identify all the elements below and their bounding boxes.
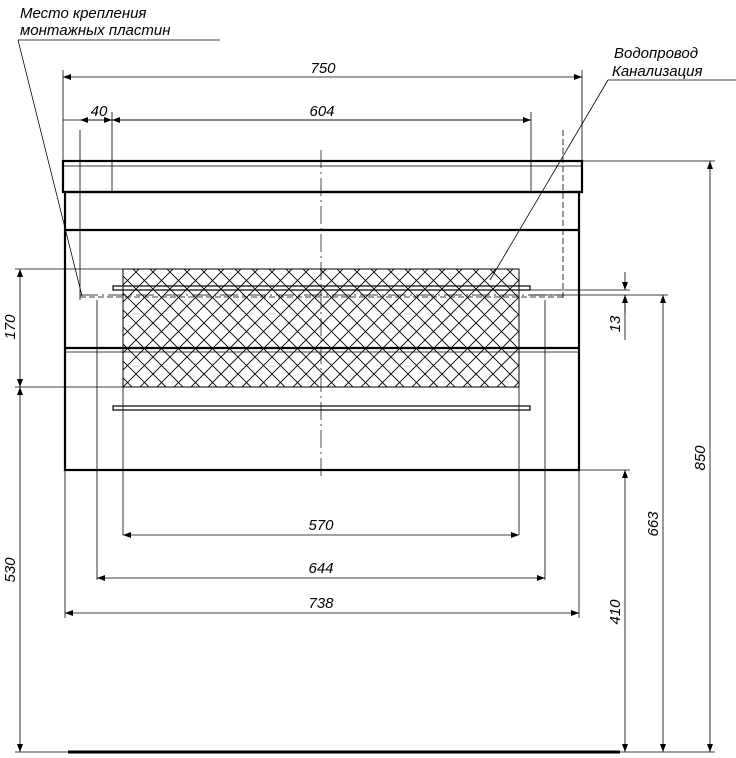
plumbing-note-line2: Канализация [612,63,703,80]
dim-738-label: 738 [308,595,334,612]
vertical-dimensions [20,161,710,752]
dim-570-label: 570 [308,517,334,534]
dim-850-label: 850 [692,445,709,471]
plumbing-note-line1: Водопровод [614,45,699,62]
dim-170-label: 170 [2,314,19,340]
dim-530-label: 530 [2,557,19,583]
mounting-leader [18,40,82,296]
dim-663-label: 663 [645,511,662,537]
mounting-note-line2: монтажных пластин [20,22,171,39]
lower-drawer-handle [113,406,530,410]
dim-750-label: 750 [310,60,336,77]
dim-410-label: 410 [607,599,624,625]
dim-604-label: 604 [309,103,335,120]
plumbing-leader [490,80,608,280]
dim-13-label: 13 [607,315,624,333]
dim-644-label: 644 [308,560,334,577]
dim-40-label: 40 [90,103,108,120]
mounting-note-line1: Место крепления [20,5,147,22]
